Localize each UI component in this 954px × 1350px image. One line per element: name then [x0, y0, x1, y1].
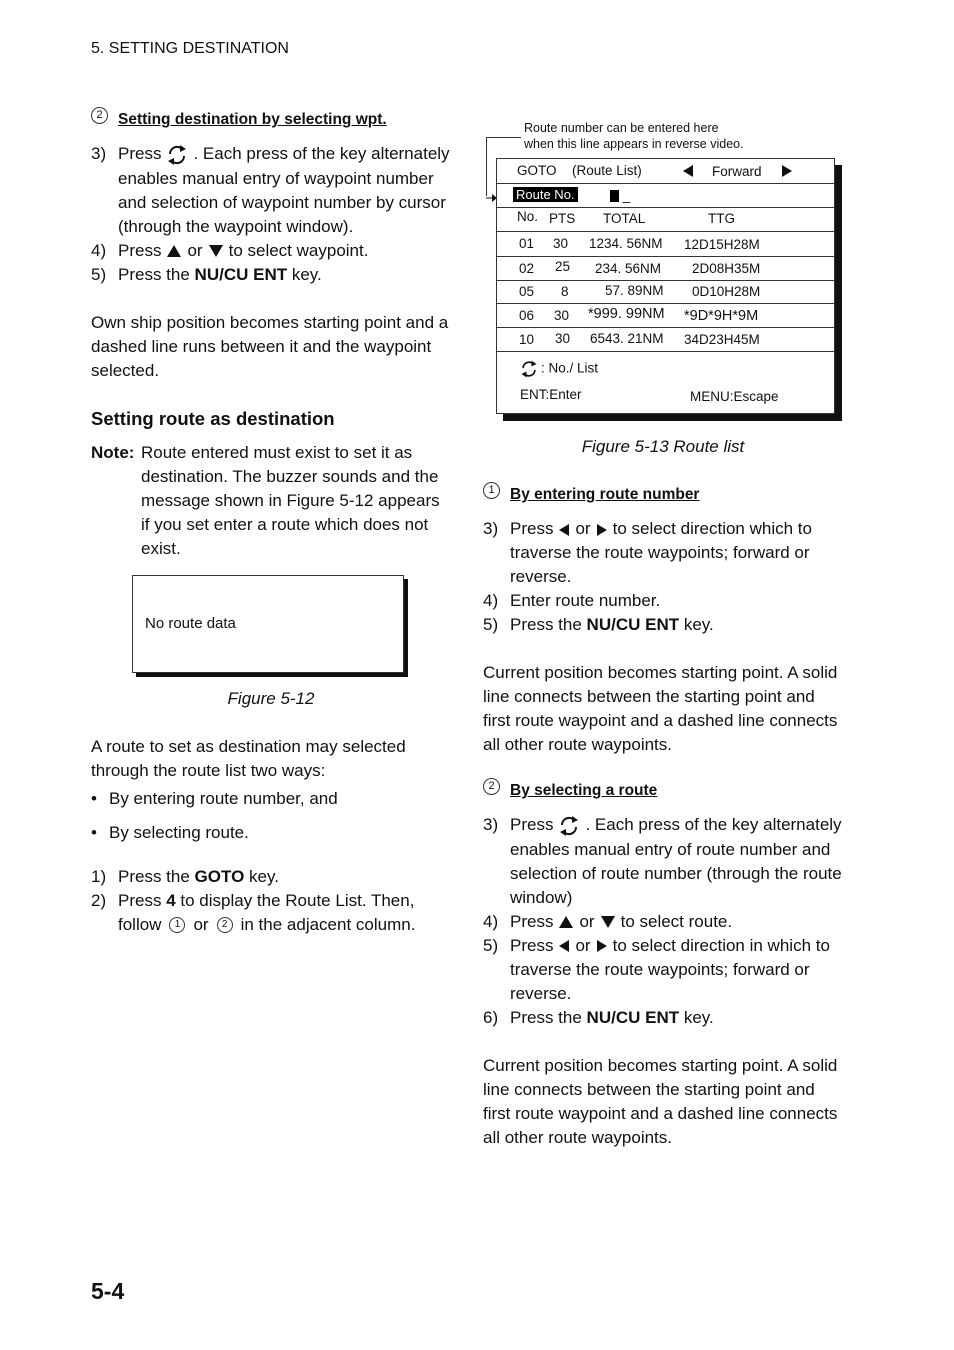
paragraph: Current position becomes starting point. A solid line connects between the starting point and first route waypoint and a dashed line connects all other route waypoints. — [483, 1055, 838, 1147]
cycle-key-icon — [519, 359, 539, 379]
circled-number: 1 — [169, 917, 185, 933]
step-item: 5) Press the NU/CU ENT key. — [91, 264, 322, 284]
route-list-window — [496, 158, 835, 414]
table-row[interactable]: 10 30 6543. 21NM 34D23H45M — [497, 328, 834, 352]
circled-number: 2 — [217, 917, 233, 933]
circled-number: 2 — [483, 778, 500, 795]
step-item: 3) Press or to select direction which to traverse the route waypoints; forward or reverse. — [483, 519, 812, 586]
footer-escape: MENU:Escape — [690, 389, 779, 404]
step-list — [91, 142, 451, 287]
table-row[interactable]: 06 30 *999. 99NM *9D*9H*9M — [497, 304, 834, 328]
paragraph: A route to set as destination may selected through the route list two ways: — [91, 736, 406, 780]
step-list — [91, 865, 451, 937]
step-item: 5) Press or to select direction in which to traverse the route waypoints; forward or reverse. — [483, 935, 830, 1003]
subsection-heading-select-wpt: 2 Setting destination by selecting wpt. — [91, 108, 451, 132]
route-number-input[interactable]: _ — [610, 188, 630, 203]
left-arrow-icon — [559, 940, 569, 952]
paragraph: Current position becomes starting point. A solid line connects between the starting point and first route waypoint and a dashed line connects all other route waypoints. — [483, 663, 838, 754]
note: Note: Route entered must exist to set it as destination. The buzzer sounds and the message shown in Figure 5-12 appears if you set enter a route which does not exist. — [91, 442, 440, 558]
table-header-row: No. PTS TOTAL TTG — [497, 208, 834, 232]
right-arrow-icon[interactable] — [782, 165, 792, 177]
leader-arrow-icon — [486, 189, 496, 201]
running-header: 5. SETTING DESTINATION — [91, 40, 289, 57]
left-arrow-icon — [559, 524, 569, 536]
table-row[interactable]: 02 25 234. 56NM 2D08H35M — [497, 257, 834, 281]
figure-caption: Figure 5-13 Route list — [581, 437, 745, 456]
paragraph: Own ship position becomes starting point and a dashed line runs between it and the waypoint selected. — [91, 312, 449, 380]
subsection-heading-select-route: 2 By selecting a route — [483, 779, 843, 803]
cycle-key-icon — [557, 814, 581, 838]
subsection-heading-enter-route: 1 By entering route number — [483, 483, 843, 507]
right-arrow-icon — [597, 940, 607, 952]
step-item: 1) Press the GOTO key. — [91, 866, 279, 886]
direction-value[interactable]: Forward — [712, 164, 762, 179]
list-item: • By entering route number, and — [91, 788, 338, 808]
step-list — [483, 813, 843, 1030]
right-column — [483, 483, 843, 1150]
cycle-key-icon — [165, 143, 189, 167]
route-list-title-row: GOTO (Route List) Forward — [497, 159, 834, 184]
down-arrow-icon — [209, 245, 223, 257]
up-arrow-icon — [559, 916, 573, 928]
page-number: 5-4 — [91, 1278, 125, 1304]
route-number-entry-row[interactable]: Route No. _ — [497, 184, 834, 208]
right-arrow-icon — [597, 524, 607, 536]
step-item: 3) Press . Each press of the key alternately enables manual entry of route number and selection of route number (through the route window) — [483, 815, 842, 907]
footer-nolist: : No./ List — [519, 359, 598, 379]
step-item: 3) Press . Each press of the key alternately enables manual entry of waypoint number and selection of waypoint number by cursor (through the waypoint window). — [91, 144, 450, 236]
footer-enter: ENT:Enter — [520, 387, 582, 402]
step-item: 4) Press or to select waypoint. — [91, 240, 369, 260]
figure-no-route-data: No route data — [132, 575, 404, 673]
section-heading: Setting route as destination — [91, 407, 335, 429]
figure-caption: Figure 5-12 — [227, 688, 315, 708]
left-arrow-icon[interactable] — [683, 165, 693, 177]
step-item: 6) Press the NU/CU ENT key. — [483, 1007, 714, 1027]
route-list-annotation: Route number can be entered here when this line appears in reverse video. — [524, 121, 744, 151]
down-arrow-icon — [601, 916, 615, 928]
left-column — [91, 108, 451, 937]
step-item: 5) Press the NU/CU ENT key. — [483, 615, 714, 634]
bullet-list — [91, 787, 451, 845]
up-arrow-icon — [167, 245, 181, 257]
step-item: 4) Press or to select route. — [483, 911, 733, 931]
list-item: • By selecting route. — [91, 822, 249, 842]
circled-number: 1 — [483, 482, 500, 499]
table-row[interactable]: 01 30 1234. 56NM 12D15H28M — [497, 232, 834, 257]
circled-number: 2 — [91, 107, 108, 124]
step-item: 4) Enter route number. — [483, 591, 661, 610]
step-item: 2) Press 4 to display the Route List. Then, follow 1 or 2 in the adjacent column. — [91, 890, 416, 934]
step-list — [483, 517, 843, 637]
table-row[interactable]: 05 8 57. 89NM 0D10H28M — [497, 281, 834, 304]
